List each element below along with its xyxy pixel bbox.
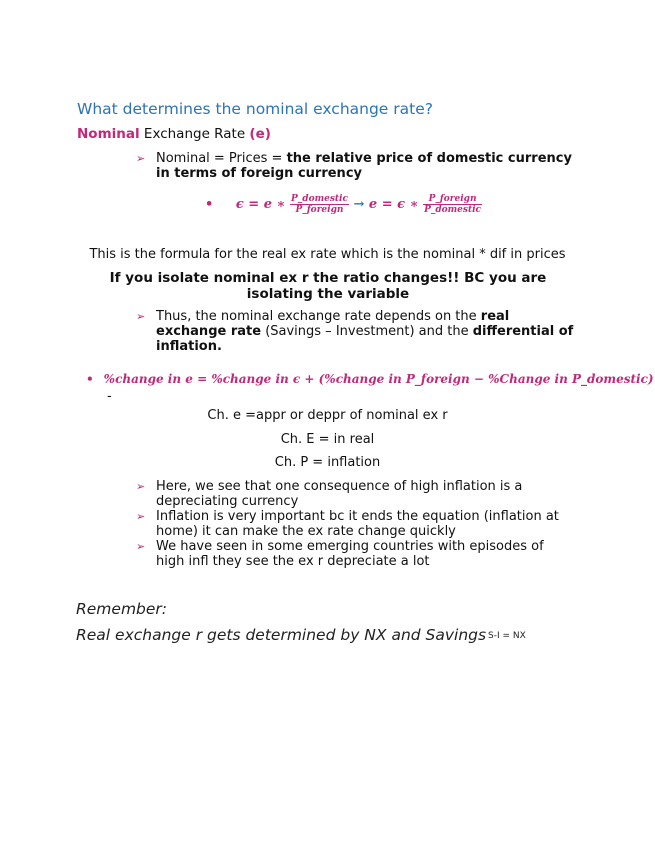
definition-line: Ch. E = in real [280,432,375,447]
list-item [136,151,576,181]
bullet-text: Inflation is very important bc it ends the equation (inflation at home) it can make the ex rate change quickly [156,509,559,539]
arrow-bullet-icon: ➢ [136,510,146,523]
bullet-text: Here, we see that one consequence of high inflation is a depreciating currency [156,479,523,509]
text-line-bold: If you isolate nominal ex r the ratio changes!! BC you are isolating the variable [109,270,547,302]
list-item [136,539,576,569]
side-note: S-I = NX [488,631,526,641]
fraction-1 [290,194,349,215]
bullet-text: (Savings – Investment) and the [261,324,473,339]
list-item [136,479,576,509]
fraction-2 [423,194,482,215]
bullet-bold-text: real exchange rate [156,309,510,339]
fraction-1-numerator: P_domestic [291,194,348,204]
fraction-2-denominator: P_domestic [424,205,482,215]
definition-line: Ch. P = inflation [274,455,381,470]
bullet-bold-text: differential of inflation. [156,324,574,354]
list-item [136,309,576,354]
arrow-bullet-icon: ➢ [136,540,146,553]
bullet-text: Thus, the nominal exchange rate depends on the [156,309,481,324]
fraction-2-numerator: P_foreign [423,194,482,205]
bullet-dot-icon: • [205,197,214,212]
subtitle-rest: Exchange Rate [139,126,250,142]
section-subtitle [77,126,271,142]
formula-percent-change [86,372,654,386]
bullet-bold-text: the relative price of domestic currency in terms of foreign currency [156,151,572,181]
fraction-1-denominator: P_foreign [295,205,344,215]
arrow-bullet-icon: ➢ [136,152,146,165]
remember-text: Real exchange r gets determined by NX and Savings [76,626,487,644]
list-item [136,509,576,539]
bullet-dot-icon: • [86,372,94,386]
arrow-bullet-icon: ➢ [136,310,146,323]
page-title: What determines the nominal exchange rate? [77,100,433,118]
definition-line: Ch. e =appr or deppr of nominal ex r [207,408,448,423]
bullet-text: Nominal = Prices = [156,151,287,166]
formula-real-rate [205,194,482,215]
dash-mark: - [107,389,112,404]
arrow-bullet-icon: ➢ [136,480,146,493]
subtitle-symbol: (e) [249,126,271,142]
right-arrow-icon: → [353,197,365,212]
formula-text: %change in e = %change in ϵ + (%change in P_foreign − %Change in P_domestic) [103,372,654,386]
bullet-text: We have seen in some emerging countries with episodes of high infl they see the ex r depreciate a lot [156,539,544,569]
remember-heading: Remember: [76,600,168,618]
formula-rhs: e = ϵ ∗ [368,197,419,212]
formula-lhs: ϵ = e ∗ [235,197,286,212]
text-line: This is the formula for the real ex rate which is the nominal * dif in prices [89,247,566,262]
subtitle-bold: Nominal [77,126,140,142]
